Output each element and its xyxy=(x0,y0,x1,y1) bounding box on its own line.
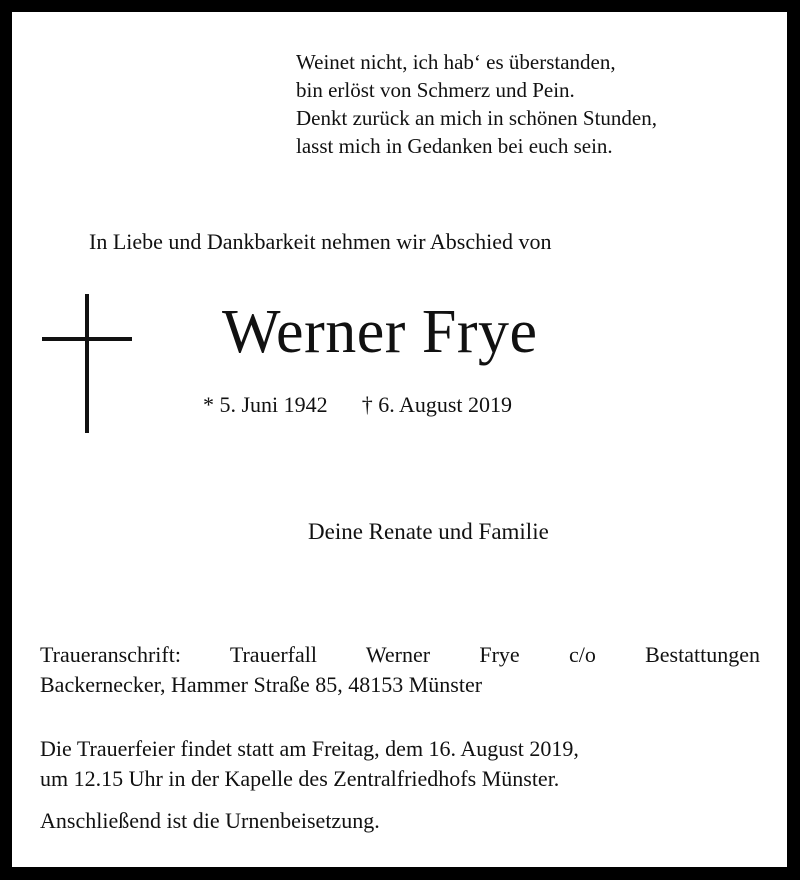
ceremony-line-2: um 12.15 Uhr in der Kapelle des Zentralfriedhofs Münster. xyxy=(40,766,560,791)
address-line-2: Backernecker, Hammer Straße 85, 48153 Münster xyxy=(40,672,483,697)
ceremony-line-1: Die Trauerfeier findet statt am Freitag, dem 16. August 2019, xyxy=(40,736,579,761)
mourning-address xyxy=(40,640,760,700)
cross-vertical-bar xyxy=(85,294,89,433)
ceremony-info xyxy=(40,734,760,794)
death-date: † 6. August 2019 xyxy=(361,392,513,417)
address-line-1: Traueranschrift: Trauerfall Werner Frye c/o Bestattungen xyxy=(40,642,760,667)
poem-line: lasst mich in Gedanken bei euch sein. xyxy=(296,134,613,158)
birth-date: * 5. Juni 1942 xyxy=(203,392,328,417)
signature: Deine Renate und Familie xyxy=(308,519,549,544)
poem xyxy=(296,48,657,160)
poem-line: Weinet nicht, ich hab‘ es überstanden, xyxy=(296,50,616,74)
poem-line: bin erlöst von Schmerz und Pein. xyxy=(296,78,575,102)
poem-line: Denkt zurück an mich in schönen Stunden, xyxy=(296,106,657,130)
life-dates xyxy=(203,392,512,418)
cross-horizontal-bar xyxy=(42,337,132,341)
urn-burial-note: Anschließend ist die Urnenbeisetzung. xyxy=(40,808,380,833)
farewell-intro: In Liebe und Dankbarkeit nehmen wir Abschied von xyxy=(89,229,552,254)
deceased-name: Werner Frye xyxy=(222,298,538,366)
